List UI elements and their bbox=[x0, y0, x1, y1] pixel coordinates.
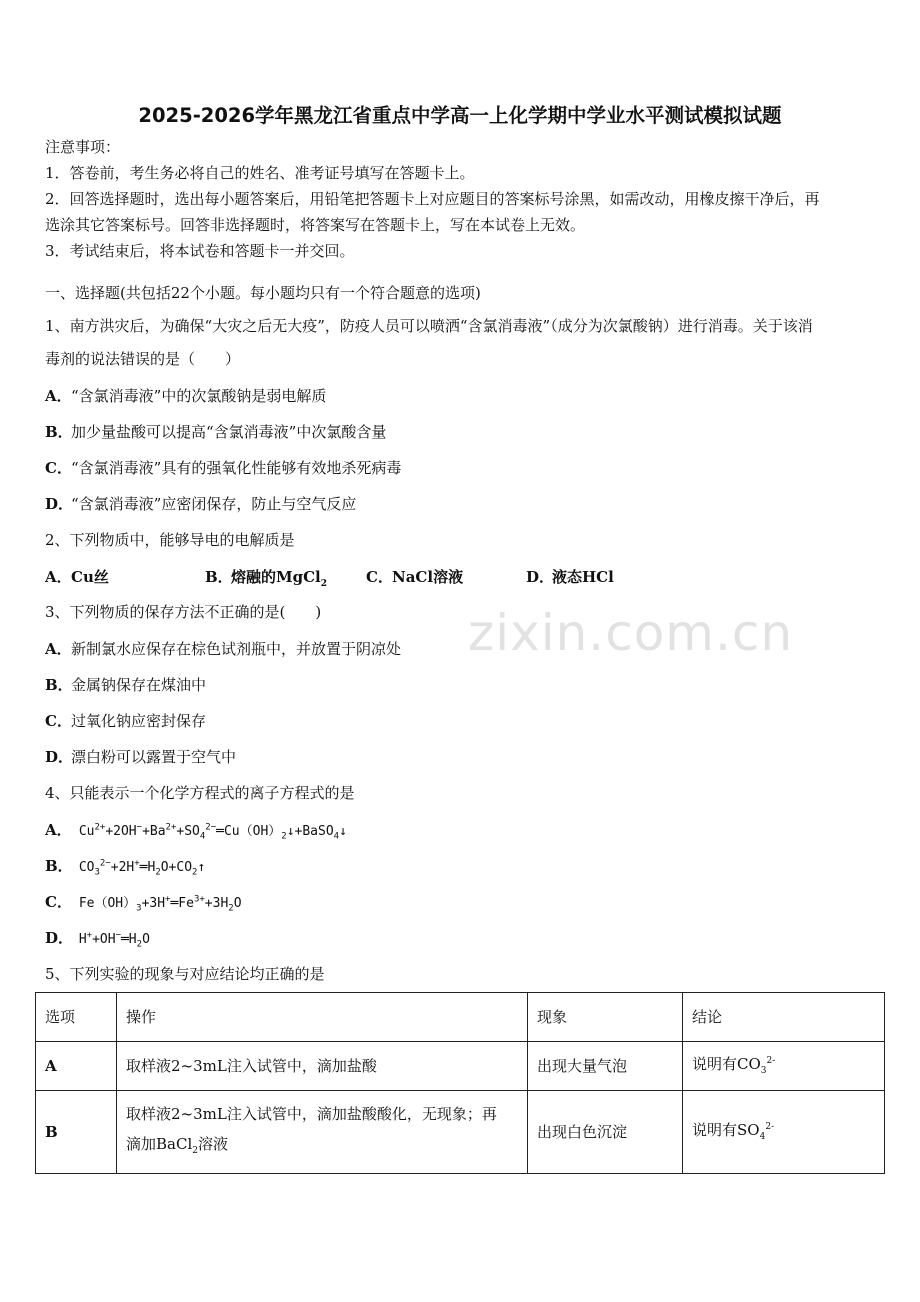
option-text: “含氯消毒液”应密闭保存，防止与空气反应 bbox=[71, 495, 357, 513]
subscript: 2 bbox=[320, 579, 327, 589]
q2-option-a bbox=[45, 566, 109, 587]
option-letter: D． bbox=[45, 495, 74, 513]
row-a-option: A bbox=[36, 1042, 117, 1091]
notes-item-3: 3．考试结束后，将本试卷和答题卡一并交回。 bbox=[45, 242, 355, 260]
option-letter: B． bbox=[45, 857, 73, 875]
notes-item-2b: 选涂其它答案标号。回答非选择题时，将答案写在答题卡上，写在本试卷上无效。 bbox=[45, 216, 586, 234]
q2-option-c bbox=[366, 566, 463, 587]
option-letter: A． bbox=[45, 640, 72, 658]
equation-d: $H^++OH^-═H_2O$ bbox=[78, 930, 150, 950]
watermark: zixin.com.cn bbox=[468, 604, 794, 662]
option-letter: D． bbox=[45, 929, 74, 947]
row-a-phenomenon: 出现大量气泡 bbox=[528, 1042, 683, 1091]
option-letter: A． bbox=[45, 568, 72, 586]
q1-option-b bbox=[45, 421, 386, 442]
option-letter: B． bbox=[205, 568, 233, 586]
notes-item-2a: 2．回答选择题时，选出每小题答案后，用铅笔把答题卡上对应题目的答案标号涂黑，如需改动，用橡皮擦干净后，再 bbox=[45, 190, 820, 208]
option-letter: A． bbox=[45, 821, 72, 839]
equation-c: $Fe(OH)_3+3H^+═Fe^{3+}+3H_2O$ bbox=[78, 894, 242, 914]
row-b-operation: 取样液2~3mL注入试管中，滴加盐酸酸化，无现象；再 滴加BaCl$_2$溶液 bbox=[117, 1091, 528, 1174]
option-text: 液态HCl bbox=[552, 568, 614, 586]
option-text: 过氧化钠应密封保存 bbox=[71, 712, 207, 730]
q1-stem-line2: 毒剂的说法错误的是（ ） bbox=[45, 350, 241, 368]
option-letter: C． bbox=[366, 568, 393, 586]
notes bbox=[45, 134, 880, 264]
row-a-operation: 取样液2~3mL注入试管中，滴加盐酸 bbox=[117, 1042, 528, 1091]
option-letter: C． bbox=[45, 459, 72, 477]
option-text: “含氯消毒液”中的次氯酸钠是弱电解质 bbox=[71, 387, 327, 405]
q4-stem: 4、只能表示一个化学方程式的离子方程式的是 bbox=[45, 784, 355, 802]
header-conclusion: 结论 bbox=[683, 993, 885, 1042]
option-letter: D． bbox=[45, 748, 74, 766]
q2-option-d bbox=[526, 566, 614, 587]
q1-option-c bbox=[45, 457, 401, 478]
q3-stem: 3、下列物质的保存方法不正确的是( ) bbox=[45, 603, 322, 621]
row-b-option: B bbox=[36, 1091, 117, 1174]
row-a-conclusion: 说明有$CO_3^{2-}$ bbox=[683, 1042, 885, 1091]
option-letter: C． bbox=[45, 712, 72, 730]
section-heading: 一、选择题(共包括22个小题。每小题均只有一个符合题意的选项) bbox=[45, 284, 481, 302]
q2-stem: 2、下列物质中，能够导电的电解质是 bbox=[45, 531, 295, 549]
q1-stem-line1: 1、南方洪灾后，为确保“大灾之后无大疫”，防疫人员可以喷洒“含氯消毒液”（成分为次氯酸钠）进行消毒。关于该消 bbox=[45, 317, 813, 335]
option-text: 新制氯水应保存在棕色试剂瓶中，并放置于阴凉处 bbox=[71, 640, 402, 658]
notes-item-1: 1．答卷前，考生务必将自己的姓名、准考证号填写在答题卡上。 bbox=[45, 164, 475, 182]
row-b-phenomenon: 出现白色沉淀 bbox=[528, 1091, 683, 1174]
q4-option-a bbox=[45, 819, 347, 842]
q3-option-d bbox=[45, 746, 236, 767]
option-letter: A． bbox=[45, 387, 72, 405]
header-option: 选项 bbox=[36, 993, 117, 1042]
q4-option-c bbox=[45, 891, 242, 914]
page-title: 2025-2026学年黑龙江省重点中学高一上化学期中学业水平测试模拟试题 bbox=[138, 104, 782, 127]
equation-a: $Cu^{2+}+2OH^-+Ba^{2+}+SO_4^{2-}═Cu(OH)_2↓+BaSO_4↓$ bbox=[78, 822, 347, 842]
equation-b: $CO_3^{2-}+2H^+═H_2O+CO_2↑$ bbox=[78, 858, 206, 878]
notes-heading: 注意事项： bbox=[45, 138, 121, 156]
option-text: 漂白粉可以露置于空气中 bbox=[71, 748, 237, 766]
q2-option-b bbox=[205, 566, 327, 589]
q1-option-d bbox=[45, 493, 356, 514]
table-row bbox=[36, 1042, 885, 1091]
q5-stem: 5、下列实验的现象与对应结论均正确的是 bbox=[45, 965, 325, 983]
q3-option-c bbox=[45, 710, 206, 731]
option-text: 金属钠保存在煤油中 bbox=[71, 676, 207, 694]
q4-option-b bbox=[45, 855, 205, 878]
option-text: NaCl溶液 bbox=[392, 568, 464, 586]
option-text: 熔融的MgCl bbox=[231, 568, 321, 586]
option-letter: B． bbox=[45, 676, 73, 694]
q4-option-d bbox=[45, 927, 150, 950]
option-letter: B． bbox=[45, 423, 73, 441]
table-header-row bbox=[36, 993, 885, 1042]
option-letter: D． bbox=[526, 568, 555, 586]
option-text: “含氯消毒液”具有的强氧化性能够有效地杀死病毒 bbox=[71, 459, 402, 477]
q1-option-a bbox=[45, 385, 326, 406]
option-text: Cu丝 bbox=[71, 568, 109, 586]
experiment-table bbox=[35, 992, 885, 1174]
table-row bbox=[36, 1091, 885, 1174]
q3-option-b bbox=[45, 674, 206, 695]
row-b-conclusion: 说明有$SO_4^{2-}$ bbox=[683, 1091, 885, 1174]
option-letter: C． bbox=[45, 893, 72, 911]
option-text: 加少量盐酸可以提高“含氯消毒液”中次氯酸含量 bbox=[71, 423, 387, 441]
q3-option-a bbox=[45, 638, 401, 659]
header-operation: 操作 bbox=[117, 993, 528, 1042]
header-phenomenon: 现象 bbox=[528, 993, 683, 1042]
